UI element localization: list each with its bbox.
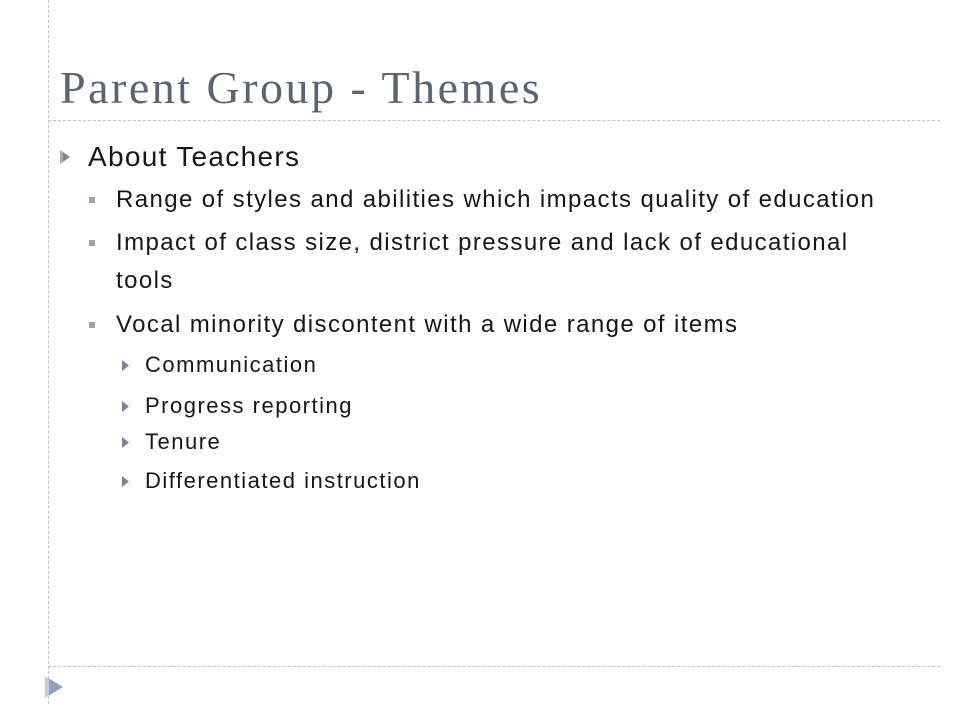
- left-dotted-rule: [48, 0, 49, 704]
- subpoint-text: Communication: [145, 352, 318, 377]
- footer-dotted-rule: [48, 666, 940, 667]
- heading-text: About Teachers: [88, 141, 301, 172]
- square-bullet-icon: [89, 322, 95, 328]
- subpoint-text: Progress reporting: [145, 393, 353, 418]
- subpoint-text: Differentiated instruction: [145, 468, 421, 493]
- bullet-level-3: [122, 391, 353, 421]
- play-arrow-icon: [45, 676, 63, 698]
- slide-title: Parent Group - Themes: [60, 62, 543, 113]
- point-text: Range of styles and abilities which impacts quality of education: [116, 186, 876, 213]
- bullet-level-2: [89, 224, 896, 300]
- title-dotted-rule: [48, 120, 940, 121]
- point-text: Vocal minority discontent with a wide range of items: [116, 311, 739, 338]
- bullet-level-3: [122, 466, 421, 496]
- bullet-level-3: [122, 427, 221, 457]
- bullet-level-2: [89, 181, 896, 219]
- square-bullet-icon: [89, 197, 95, 203]
- bullet-level-1: [60, 139, 300, 175]
- bullet-level-3: [122, 350, 317, 380]
- arrow-bullet-icon: [122, 437, 129, 448]
- bullet-level-2: [89, 306, 896, 344]
- arrow-bullet-icon: [60, 150, 70, 164]
- arrow-bullet-icon: [122, 401, 129, 412]
- arrow-bullet-icon: [122, 476, 129, 487]
- subpoint-text: Tenure: [145, 429, 222, 454]
- arrow-bullet-icon: [122, 360, 129, 371]
- square-bullet-icon: [89, 240, 95, 246]
- point-text: Impact of class size, district pressure and lack of educational tools: [116, 229, 849, 294]
